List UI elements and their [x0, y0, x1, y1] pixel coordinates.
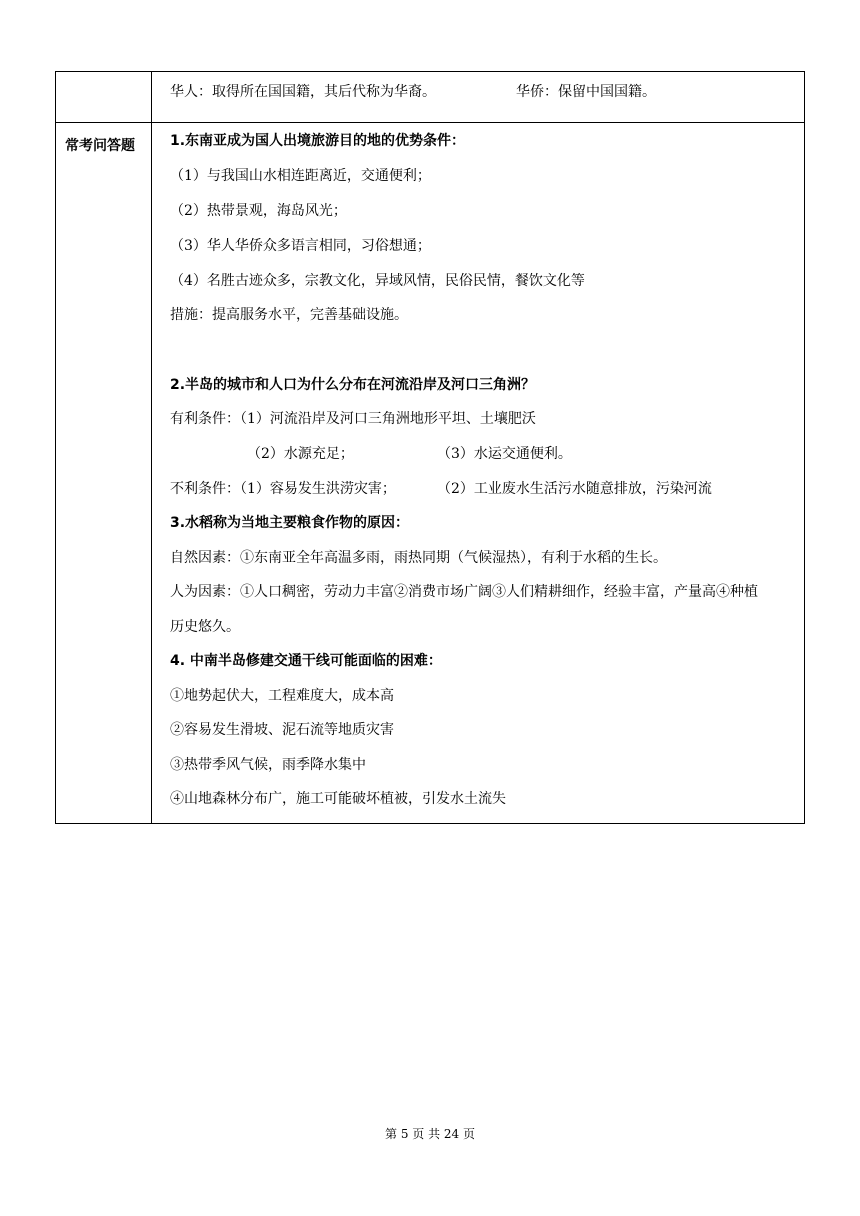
content-table [55, 71, 805, 824]
q4-item-1: ①地势起伏大，工程难度大，成本高 [170, 688, 394, 704]
q2-disadvantage-2: （2）工业废水生活污水随意排放，污染河流 [437, 481, 712, 497]
q1-item-4: （4）名胜古迹众多，宗教文化，异域风情，民俗民情，餐饮文化等 [170, 273, 585, 289]
q4-item-2: ②容易发生滑坡、泥石流等地质灾害 [170, 722, 394, 738]
q1-item-2: （2）热带景观，海岛风光； [170, 203, 347, 219]
question-2-title: 2.半岛的城市和人口为什么分布在河流沿岸及河口三角洲？ [170, 377, 536, 393]
q2-advantage-1: 有利条件：（1）河流沿岸及河口三角洲地形平坦、土壤肥沃 [170, 411, 536, 427]
table-row [56, 72, 805, 123]
row-label: 常考问答题 [56, 123, 152, 824]
q3-human-factors-cont: 历史悠久。 [170, 619, 240, 635]
huaren-definition: 华人：取得所在国国籍，其后代称为华裔。 [170, 84, 436, 100]
content-cell [152, 123, 805, 824]
q3-human-factors: 人为因素：①人口稠密，劳动力丰富②消费市场广阔③人们精耕细作，经验丰富，产量高④种植 [170, 584, 758, 600]
label-cell [56, 72, 152, 123]
q2-advantage-3: （3）水运交通便利。 [437, 446, 572, 462]
q4-item-3: ③热带季风气候，雨季降水集中 [170, 757, 366, 773]
question-4-title: 4. 中南半岛修建交通干线可能面临的困难： [170, 653, 442, 669]
huaqiao-definition: 华侨：保留中国国籍。 [516, 84, 656, 100]
table-row [56, 123, 805, 824]
question-3-title: 3.水稻称为当地主要粮食作物的原因： [170, 515, 410, 531]
q1-item-1: （1）与我国山水相连距离近，交通便利； [170, 168, 431, 184]
q1-measure: 措施：提高服务水平，完善基础设施。 [170, 307, 408, 323]
q2-disadvantage-1: 不利条件：（1）容易发生洪涝灾害； [170, 481, 396, 497]
content-cell [152, 72, 805, 123]
q4-item-4: ④山地森林分布广，施工可能破坏植被，引发水土流失 [170, 791, 506, 807]
page-footer: 第 5 页 共 24 页 [385, 1127, 475, 1141]
q1-item-3: （3）华人华侨众多语言相同，习俗想通； [170, 238, 431, 254]
q2-advantage-2: （2）水源充足； [247, 446, 354, 462]
question-1-title: 1.东南亚成为国人出境旅游目的地的优势条件： [170, 133, 466, 149]
q3-natural-factors: 自然因素：①东南亚全年高温多雨，雨热同期（气候湿热），有利于水稻的生长。 [170, 550, 667, 566]
